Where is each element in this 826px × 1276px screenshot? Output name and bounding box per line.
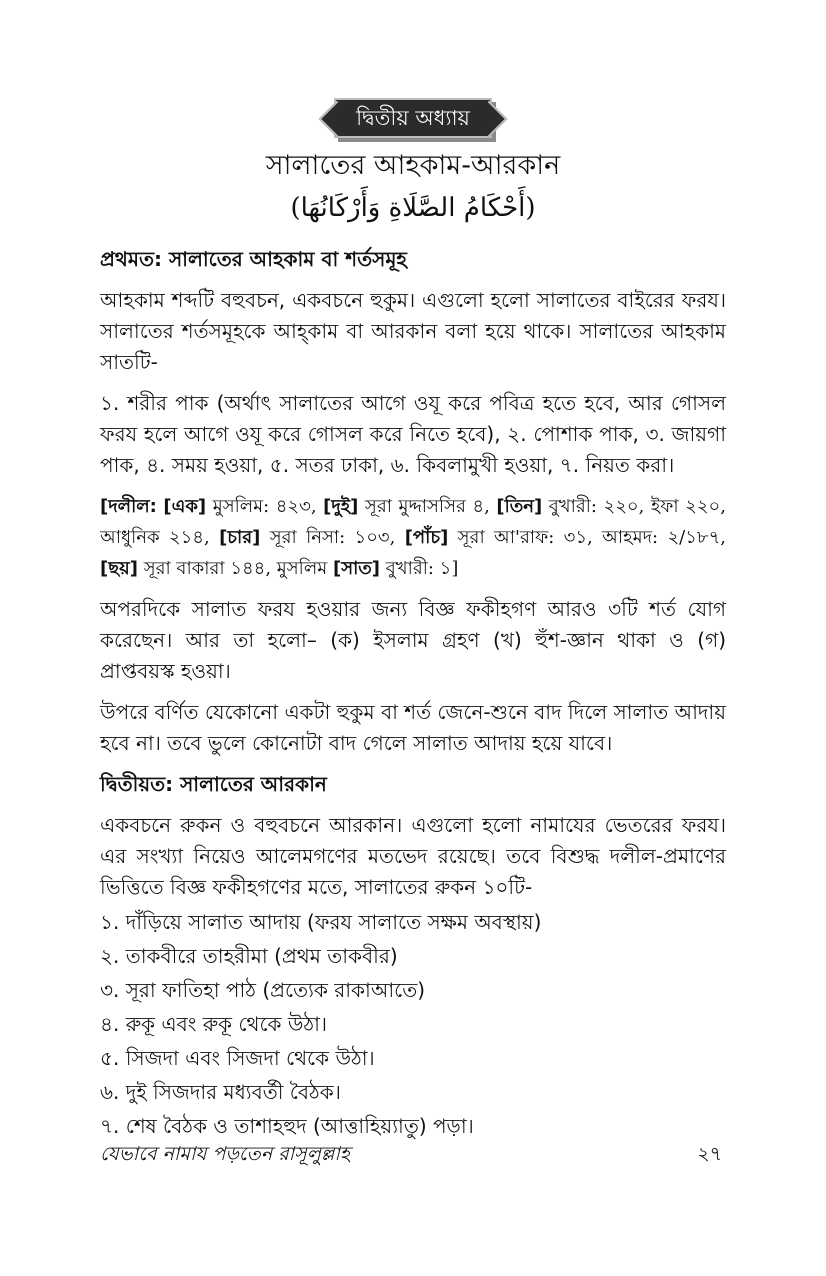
book-page — [100, 0, 726, 1276]
ref-text-7: বুখারী: ১] — [380, 558, 459, 579]
ref-label-4: [চার] — [219, 527, 261, 548]
section1-para3: অপরদিকে সালাত ফরয হওয়ার জন্য বিজ্ঞ ফকীহগণ আরও ৩টি শর্ত যোগ করেছেন। আর তা হলো– (ক) ইসলাম গ্রহণ (খ) হুঁশ-জ্ঞান থাকা ও (গ) প্রাপ্তবয়স্ক হওয়া। — [100, 597, 726, 683]
section1-para2: ১. শরীর পাক (অর্থাৎ সালাতের আগে ওযূ করে পবিত্র হতে হবে, আর গোসল ফরয হলে আগে ওযূ করে গোসল করে নিতে হবে), ২. পোশাক পাক, ৩. জায়গা পাক, ৪. সময় হওয়া, ৫. সতর ঢাকা, ৬. কিবলামুখী হওয়া, ৭. নিয়ত করা। — [100, 391, 726, 477]
dalil-references — [100, 491, 726, 584]
chapter-banner — [100, 98, 726, 138]
page-footer — [100, 1140, 726, 1174]
list-item: ৫. সিজদা এবং সিজদা থেকে উঠা। — [100, 1046, 375, 1070]
ref-label-2: [দুই] — [323, 496, 359, 517]
section2-para1: একবচনে রুকন ও বহুবচনে আরকান। এগুলো হলো নামাযের ভেতরের ফরয। এর সংখ্যা নিয়েও আলেমগণের মতভেদ রয়েছে। তবে বিশুদ্ধ দলীল-প্রমাণের ভিত্তিতে বিজ্ঞ ফকীহগণের মতে, সালাতের রুকন ১০টি- — [100, 813, 726, 899]
ref-label-3: [তিন] — [496, 496, 543, 517]
section2-heading: দ্বিতীয়ত: সালাতের আরকান — [100, 772, 327, 796]
ref-text-2: সূরা মুদ্দাসসির ৪, — [358, 496, 497, 517]
chapter-badge — [334, 98, 492, 138]
section1-para4: উপরে বর্ণিত যেকোনো একটা হুকুম বা শর্ত জেনে-শুনে বাদ দিলে সালাত আদায় হবে না। তবে ভুলে কোনোটা বাদ গেলে সালাত আদায় হয়ে যাবে। — [100, 700, 726, 755]
page-title: সালাতের আহকাম-আরকান — [265, 150, 561, 181]
ref-text-4: সূরা নিসা: ১০৩, — [260, 527, 405, 548]
ref-text-3: বুখারী: ২২০, ইফা ২২০, আধুনিক ২১৪, — [100, 496, 726, 548]
ref-text-6: সূরা বাকারা ১৪৪, মুসলিম — [137, 558, 333, 579]
chapter-label: দ্বিতীয় অধ্যায় — [356, 106, 470, 130]
arabic-title: (أَحْكَامُ الصَّلَاةِ وَأَرْكَانُهَا) — [290, 193, 536, 223]
rukun-list — [100, 905, 726, 1143]
list-item: ৭. শেষ বৈঠক ও তাশাহহুদ (আত্তাহিয়্যাতু) পড়া। — [100, 1114, 474, 1138]
section1-heading: প্রথমত: সালাতের আহকাম বা শর্তসমূহ — [100, 247, 407, 271]
ref-label-5: [পাঁচ] — [404, 527, 449, 548]
list-item: ৪. রুকূ এবং রুকূ থেকে উঠা। — [100, 1012, 328, 1036]
ref-label-1: [এক] — [163, 496, 207, 517]
dalil-label: [দলীল: — [100, 496, 157, 517]
list-item: ১. দাঁড়িয়ে সালাত আদায় (ফরয সালাতে সক্ষম অবস্থায়) — [100, 910, 542, 934]
list-item: ৩. সূরা ফাতিহা পাঠ (প্রত্যেক রাকাআতে) — [100, 978, 426, 1002]
page-content — [100, 244, 726, 1143]
ref-label-6: [ছয়] — [100, 558, 138, 579]
list-item: ২. তাকবীরে তাহরীমা (প্রথম তাকবীর) — [100, 944, 398, 968]
section1-para1: আহকাম শব্দটি বহুবচন, একবচনে হুকুম। এগুলো হলো সালাতের বাইরের ফরয। সালাতের শর্তসমূহকে আহ্কাম বা আরকান বলা হয়ে থাকে। সালাতের আহকাম সাতটি- — [100, 288, 726, 374]
ref-text-5: সূরা আ'রাফ: ৩১, আহমদ: ২/১৮৭, — [448, 527, 726, 548]
page-number: ২৭ — [697, 1143, 722, 1165]
footer-book-title: যেভাবে নামায পড়তেন রাসূলুল্লাহ — [100, 1143, 350, 1165]
list-item: ৬. দুই সিজদার মধ্যবর্তী বৈঠক। — [100, 1080, 341, 1104]
ref-text-1: মুসলিম: ৪২৩, — [206, 496, 324, 517]
ref-label-7: [সাত] — [332, 558, 381, 579]
